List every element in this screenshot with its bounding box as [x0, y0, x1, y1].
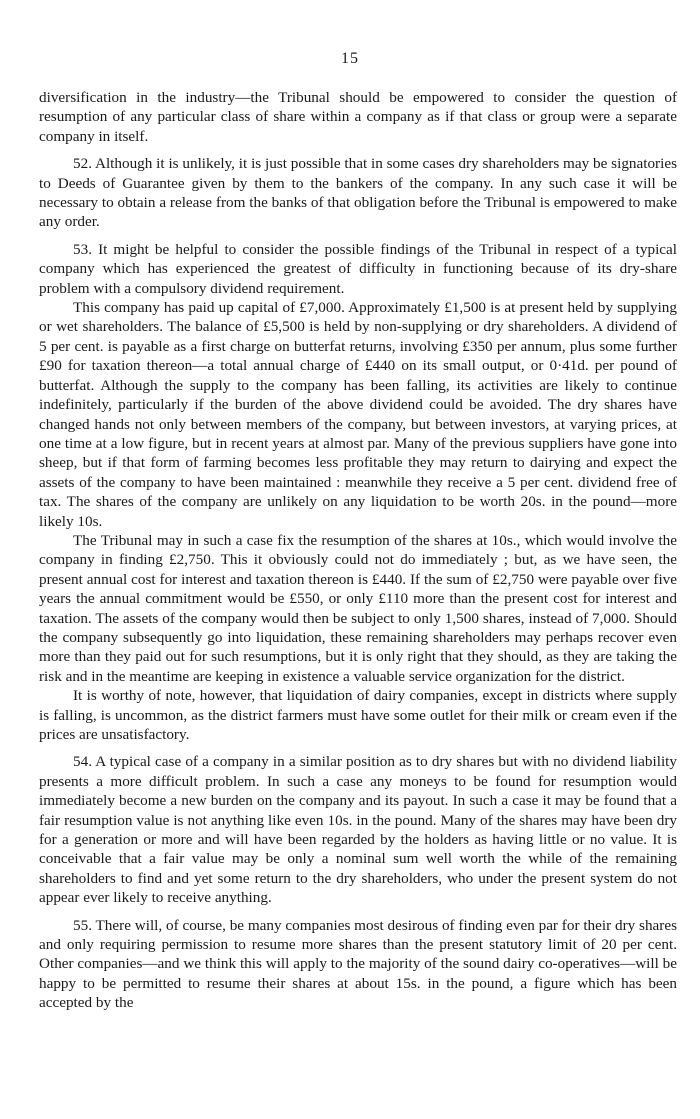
page-number: 15: [341, 50, 359, 67]
document-body: [39, 88, 677, 1021]
paragraph-continuation: diversification in the industry—the Tribunal should be empowered to consider the question of resumption of any particular class of share within a company as if that class or group were a separate company in itself.: [39, 89, 677, 145]
paragraph-54: 54. A typical case of a company in a similar position as to dry shares but with no dividend liability presents a more difficult problem. In such a case any moneys to be found for resumption would immediately become a new burden on the company and its payout. In such a case it may be found that a fair resumption value is not anything like even 10s. in the pound. Many of the shares may have been dry for a generation or more and will have been regarded by the holders as having little or no value. It is conceivable that a fair value may be only a nominal sum well worth the while of the remaining shareholders to find and yet some return to the dry shareholders, who under the present system do not appear ever likely to receive anything.: [39, 753, 677, 907]
paragraph-53-tribunal-resumption: The Tribunal may in such a case fix the resumption of the shares at 10s., which would involve the company in finding £2,750. This it obviously could not do immediately ; but, as we have seen, the present annual cost for interest and taxation thereon is £440. If the sum of £2,750 were payable over five years the annual commitment would be £550, or only £110 more than the present cost for interest and taxation. The assets of the company would then be subject to only 1,500 shares, instead of 7,000. Should the company subsequently go into liquidation, these remaining shareholders may perhaps recover even more than they paid out for such resumptions, but it is only right that they should, as they are taking the risk and in the meantime are keeping in existence a valuable service organization for the district.: [39, 531, 677, 685]
paragraph-53: 53. It might be helpful to consider the possible findings of the Tribunal in respect of a typical company which has experienced the greatest of difficulty in functioning because of its dry-share problem with a compulsory dividend requirement.: [39, 240, 677, 297]
paragraph-55: 55. There will, of course, be many companies most desirous of finding even par for their dry shares and only requiring permission to resume more shares than the present statutory limit of 20 per cent. Other companies—and we think this will apply to the majority of the sound dairy co-operatives—will be happy to be permitted to resume their shares at about 15s. in the pound, a figure which has been accepted by the: [39, 916, 677, 1012]
paragraph-53-company-example: This company has paid up capital of £7,000. Approximately £1,500 is at present held by supplying or wet shareholders. The balance of £5,500 is held by non-supplying or dry shareholders. A dividend of 5 per cent. is payable as a first charge on butterfat returns, involving £350 per annum, plus some further £90 for taxation thereon—a total annual charge of £440 on its small output, or 0·41d. per pound of butterfat. Although the supply to the company has been falling, its activities are likely to continue indefinitely, particularly if the burden of the above dividend could be avoided. The dry shares have changed hands not only between members of the company, but between investors, at varying prices, at one time at a low figure, but in recent years at almost par. Many of the previous suppliers have gone into sheep, but if that form of farming becomes less profitable they may return to dairying and expect the assets of the company to have been maintained : meanwhile they receive a 5 per cent. dividend free of tax. The shares of the company are unlikely on any liquidation to be worth 20s. in the pound—more likely 10s.: [39, 299, 677, 530]
paragraph-53-liquidation-note: It is worthy of note, however, that liquidation of dairy companies, except in districts where supply is falling, is uncommon, as the district farmers must have some outlet for their milk or cream even if the prices are unsatisfactory.: [39, 687, 677, 743]
paragraph-52: 52. Although it is unlikely, it is just possible that in some cases dry shareholders may be signatories to Deeds of Guarantee given by them to the bankers of the company. In any such case it will be necessary to obtain a release from the banks of that obligation before the Tribunal is empowered to make any order.: [39, 155, 677, 231]
